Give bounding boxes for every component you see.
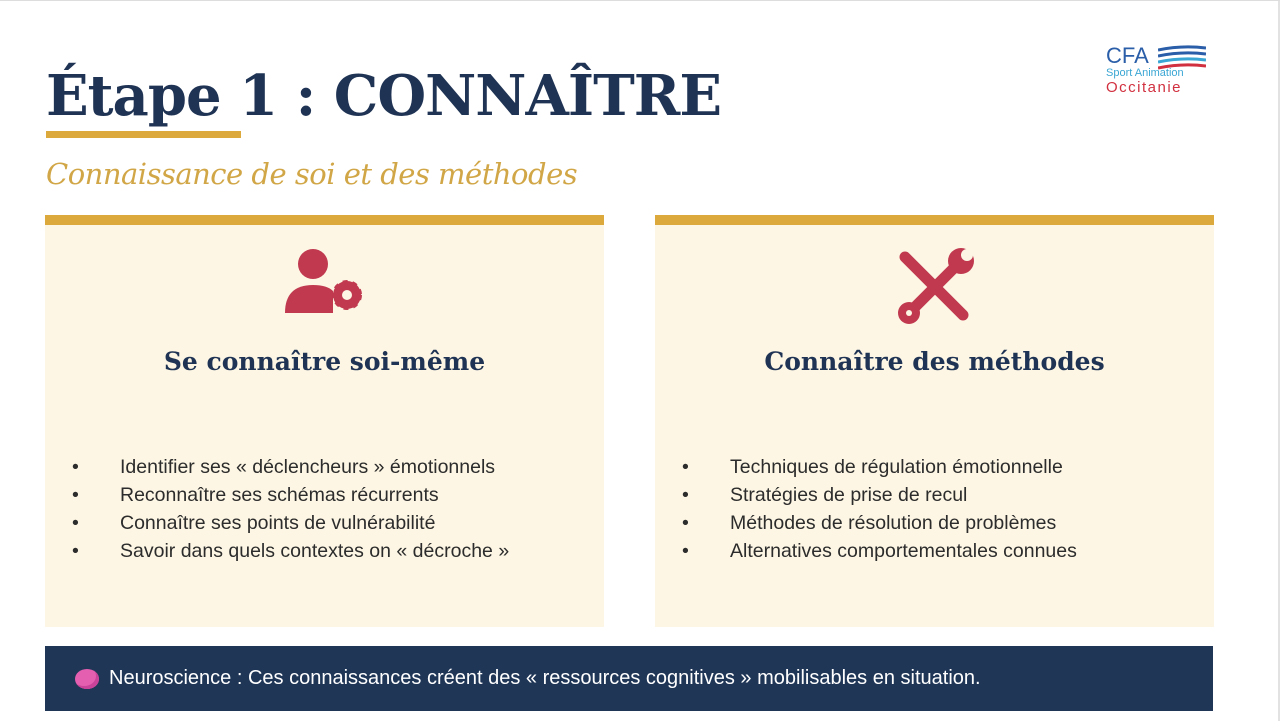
- logo-cfa: CFA: [1106, 43, 1149, 68]
- card-heading: Se connaître soi-même: [163, 347, 486, 376]
- list-item: • Connaître ses points de vulnérabilité: [45, 509, 509, 537]
- waves-icon: [1158, 45, 1206, 71]
- card-self-knowledge: [45, 215, 604, 627]
- list-item: • Identifier ses « déclencheurs » émotionnels: [45, 453, 509, 481]
- tools-icon: [895, 247, 975, 327]
- card-methods: [655, 215, 1214, 627]
- neuroscience-banner: [45, 646, 1213, 711]
- logo-sport-animation: Sport Animation: [1106, 67, 1184, 79]
- list-item: • Reconnaître ses schémas récurrents: [45, 481, 509, 509]
- bullet-list: [45, 453, 509, 565]
- list-item: • Techniques de régulation émotionnelle: [655, 453, 1077, 481]
- list-item: • Alternatives comportementales connues: [655, 537, 1077, 565]
- brain-icon: [75, 669, 99, 689]
- subtitle: Connaissance de soi et des méthodes: [46, 157, 578, 191]
- user-gear-icon: [285, 247, 365, 313]
- list-item: • Stratégies de prise de recul: [655, 481, 1077, 509]
- logo-occitanie: Occitanie: [1106, 79, 1183, 96]
- logo: [1106, 45, 1206, 96]
- title-underline: [46, 131, 241, 138]
- card-heading: Connaître des méthodes: [764, 347, 1105, 376]
- list-item: • Méthodes de résolution de problèmes: [655, 509, 1077, 537]
- list-item: • Savoir dans quels contextes on « décroche »: [45, 537, 509, 565]
- banner-text: Neuroscience : Ces connaissances créent des « ressources cognitives » mobilisables en situation.: [109, 667, 981, 689]
- bullet-list: [655, 453, 1077, 565]
- page-title: Étape 1 : CONNAÎTRE: [46, 63, 722, 129]
